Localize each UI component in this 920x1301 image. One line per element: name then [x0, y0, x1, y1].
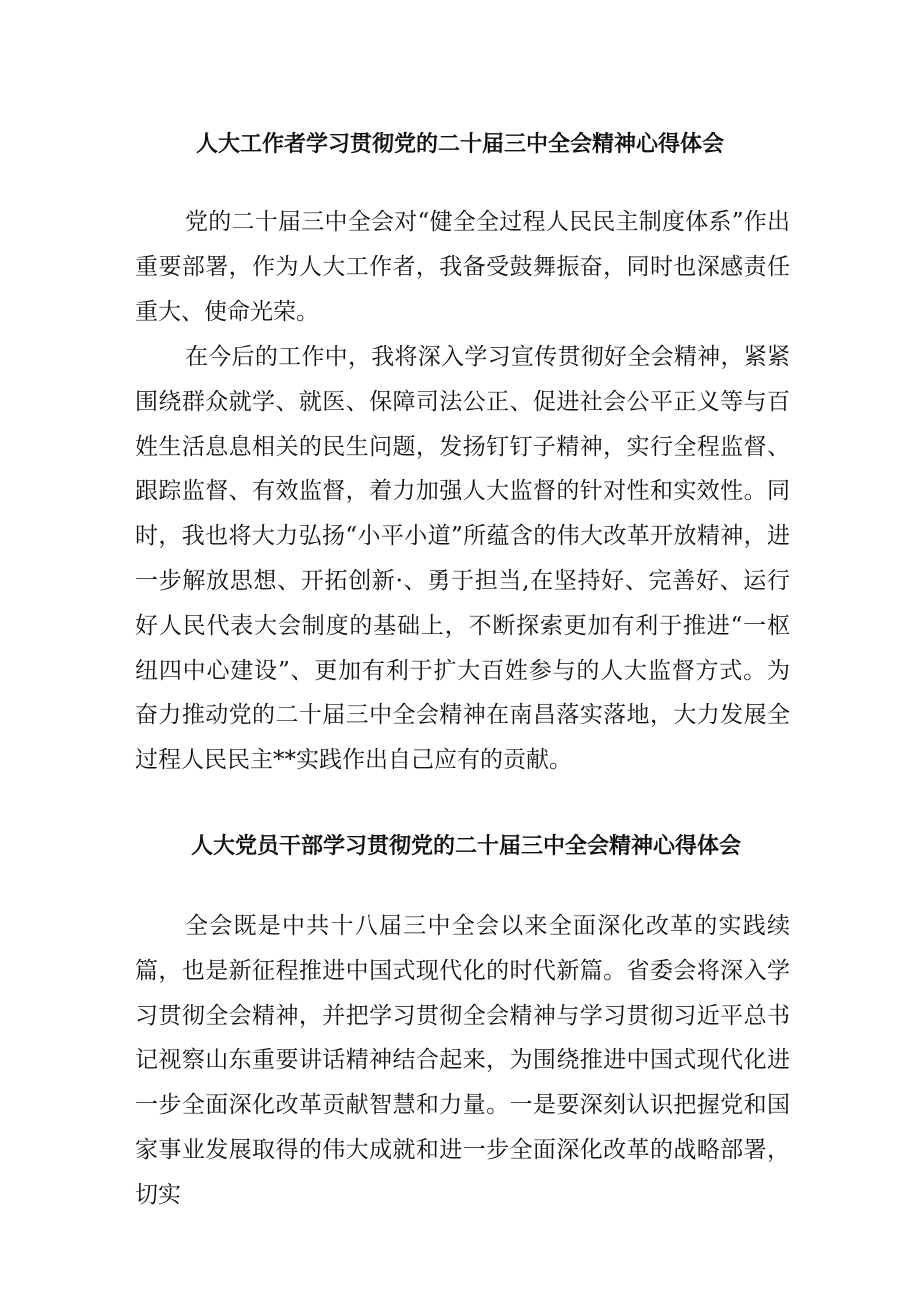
section-1-paragraph-1: 党的二十届三中全会对“健全全过程人民民主制度体系”作出重要部署，作为人大工作者，我备受鼓舞振奋，同时也深感责任重大、使命光荣。 [135, 209, 790, 325]
section-1-paragraph-2: 在今后的工作中，我将深入学习宣传贯彻好全会精神，紧紧围绕群众就学、就医、保障司法公正、促进社会公平正义等与百姓生活息息相关的民生问题，发扬钉钉子精神，实行全程监督、跟踪监督、有效监督，着力加强人大监督的针对性和实效性。同时，我也将大力弘扬“小平小道”所蕴含的伟大改革开放精神，进一步解放思想、开拓创新·、勇于担当,在坚持好、完善好、运行好人民代表大会制度的基础上，不断探索更加有利于推进“一枢纽四中心建设”、更加有利于扩大百姓参与的人大监督方式。为奋力推动党的二十届三中全会精神在南昌落实落地，大力发展全过程人民民主**实践作出自己应有的贡献。 [135, 344, 790, 774]
section-2-title: 人大党员干部学习贯彻党的二十届三中全会精神心得体会 [190, 833, 741, 859]
section-1-title: 人大工作者学习贯彻党的二十届三中全会精神心得体会 [195, 131, 724, 157]
section-2-paragraph-1: 全会既是中共十八届三中全会以来全面深化改革的实践续篇，也是新征程推进中国式现代化的时代新篇。省委会将深入学习贯彻全会精神，并把学习贯彻全会精神与学习贯彻习近平总书记视察山东重要讲话精神结合起来，为围绕推进中国式现代化进一步全面深化改革贡献智慧和力量。一是要深刻认识把握党和国家事业发展取得的伟大成就和进一步全面深化改革的战略部署，切实 [135, 913, 790, 1208]
